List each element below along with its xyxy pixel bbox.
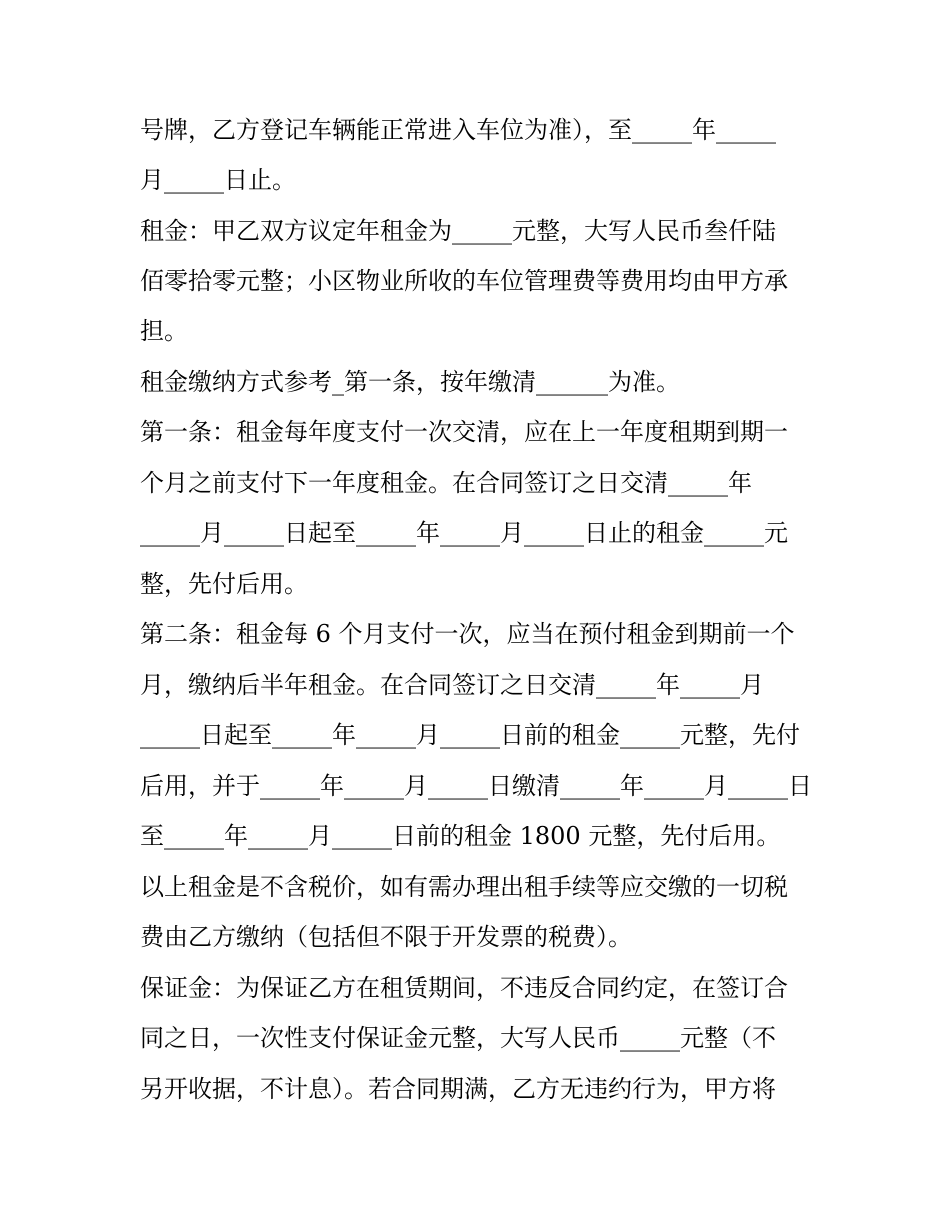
text-line: 第二条：租金每 6 个月支付一次，应当在预付租金到期前一个 <box>140 620 795 648</box>
text-line: 租金缴纳方式参考_第一条，按年缴清______为准。 <box>140 368 680 396</box>
text-line: 月_____日止。 <box>140 166 296 194</box>
text-line: 月，缴纳后半年租金。在合同签订之日交清_____年_____月 <box>140 671 764 699</box>
text-line: 佰零拾零元整；小区物业所收的车位管理费等费用均由甲方承 <box>140 267 788 295</box>
text-line: 以上租金是不含税价，如有需办理出租手续等应交缴的一切税 <box>140 873 788 901</box>
text-line: 担。 <box>140 317 188 345</box>
text-line: 租金：甲乙双方议定年租金为_____元整，大写人民币叁仟陆 <box>140 217 776 245</box>
text-line: _____日起至_____年_____月_____日前的租金_____元整，先付 <box>140 721 800 749</box>
text-line: 第一条：租金每年度支付一次交清，应在上一年度租期到期一 <box>140 418 788 446</box>
text-line: 整，先付后用。 <box>140 570 308 598</box>
text-line: 至_____年_____月_____日前的租金 1800 元整，先付后用。 <box>140 822 781 850</box>
text-line: 同之日，一次性支付保证金元整，大写人民币_____元整（不 <box>140 1024 776 1052</box>
text-line: 保证金：为保证乙方在租赁期间，不违反合同约定，在签订合 <box>140 974 788 1002</box>
text-line: 后用，并于_____年_____月_____日缴清_____年_____月_____日 <box>140 772 812 800</box>
text-line: 另开收据，不计息）。若合同期满，乙方无违约行为，甲方将 <box>140 1075 776 1103</box>
text-line: 费由乙方缴纳（包括但不限于开发票的税费）。 <box>140 923 632 951</box>
text-line: 号牌，乙方登记车辆能正常进入车位为准），至_____年_____ <box>140 116 776 144</box>
text-line: _____月_____日起至_____年_____月_____日止的租金_____元 <box>140 519 788 547</box>
text-line: 个月之前支付下一年度租金。在合同签订之日交清_____年 <box>140 469 752 497</box>
